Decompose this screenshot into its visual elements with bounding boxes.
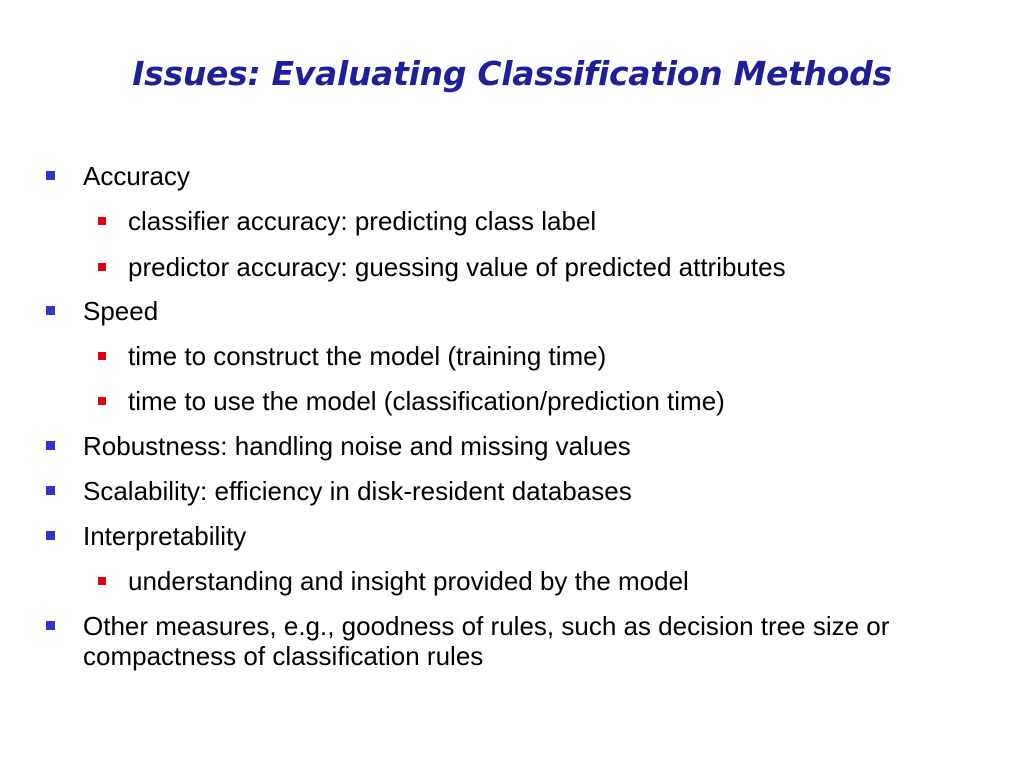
- bullet-text: Scalability: efficiency in disk-resident databases: [83, 476, 632, 506]
- square-bullet-icon: [46, 171, 55, 180]
- square-bullet-icon: [46, 486, 55, 495]
- square-bullet-icon: [46, 621, 55, 630]
- bullet-text: Other measures, e.g., goodness of rules, such as decision tree size or compactness of classification rules: [83, 611, 890, 671]
- slide-title: Issues: Evaluating Classification Methods: [132, 54, 892, 93]
- square-bullet-icon: [98, 397, 106, 405]
- bullet-item-scalability: [83, 476, 632, 506]
- bullet-text: understanding and insight provided by the model: [128, 566, 689, 596]
- square-bullet-icon: [98, 217, 106, 225]
- bullet-item-speed: [83, 296, 158, 326]
- square-bullet-icon: [98, 577, 106, 585]
- bullet-item-interpretability: [83, 521, 246, 551]
- bullet-text: Accuracy: [83, 161, 190, 191]
- sub-bullet-item: [128, 341, 606, 371]
- bullet-text: time to construct the model (training time): [128, 341, 607, 371]
- bullet-text: Interpretability: [83, 521, 247, 551]
- bullet-text: time to use the model (classification/prediction time): [128, 386, 725, 416]
- bullet-text: Robustness: handling noise and missing values: [83, 431, 631, 461]
- bullet-text: Speed: [83, 296, 159, 326]
- square-bullet-icon: [98, 263, 106, 271]
- bullet-text: predictor accuracy: guessing value of predicted attributes: [128, 252, 786, 282]
- bullet-text: classifier accuracy: predicting class label: [128, 206, 597, 236]
- sub-bullet-item: [128, 252, 786, 282]
- sub-bullet-item: [128, 206, 596, 236]
- sub-bullet-item: [128, 566, 689, 596]
- square-bullet-icon: [46, 441, 55, 450]
- bullet-item-accuracy: [83, 161, 190, 191]
- bullet-item-robustness: [83, 431, 631, 461]
- square-bullet-icon: [46, 531, 55, 540]
- square-bullet-icon: [46, 306, 55, 315]
- bullet-item-other-measures: [83, 611, 963, 671]
- sub-bullet-item: [128, 386, 725, 416]
- square-bullet-icon: [98, 352, 106, 360]
